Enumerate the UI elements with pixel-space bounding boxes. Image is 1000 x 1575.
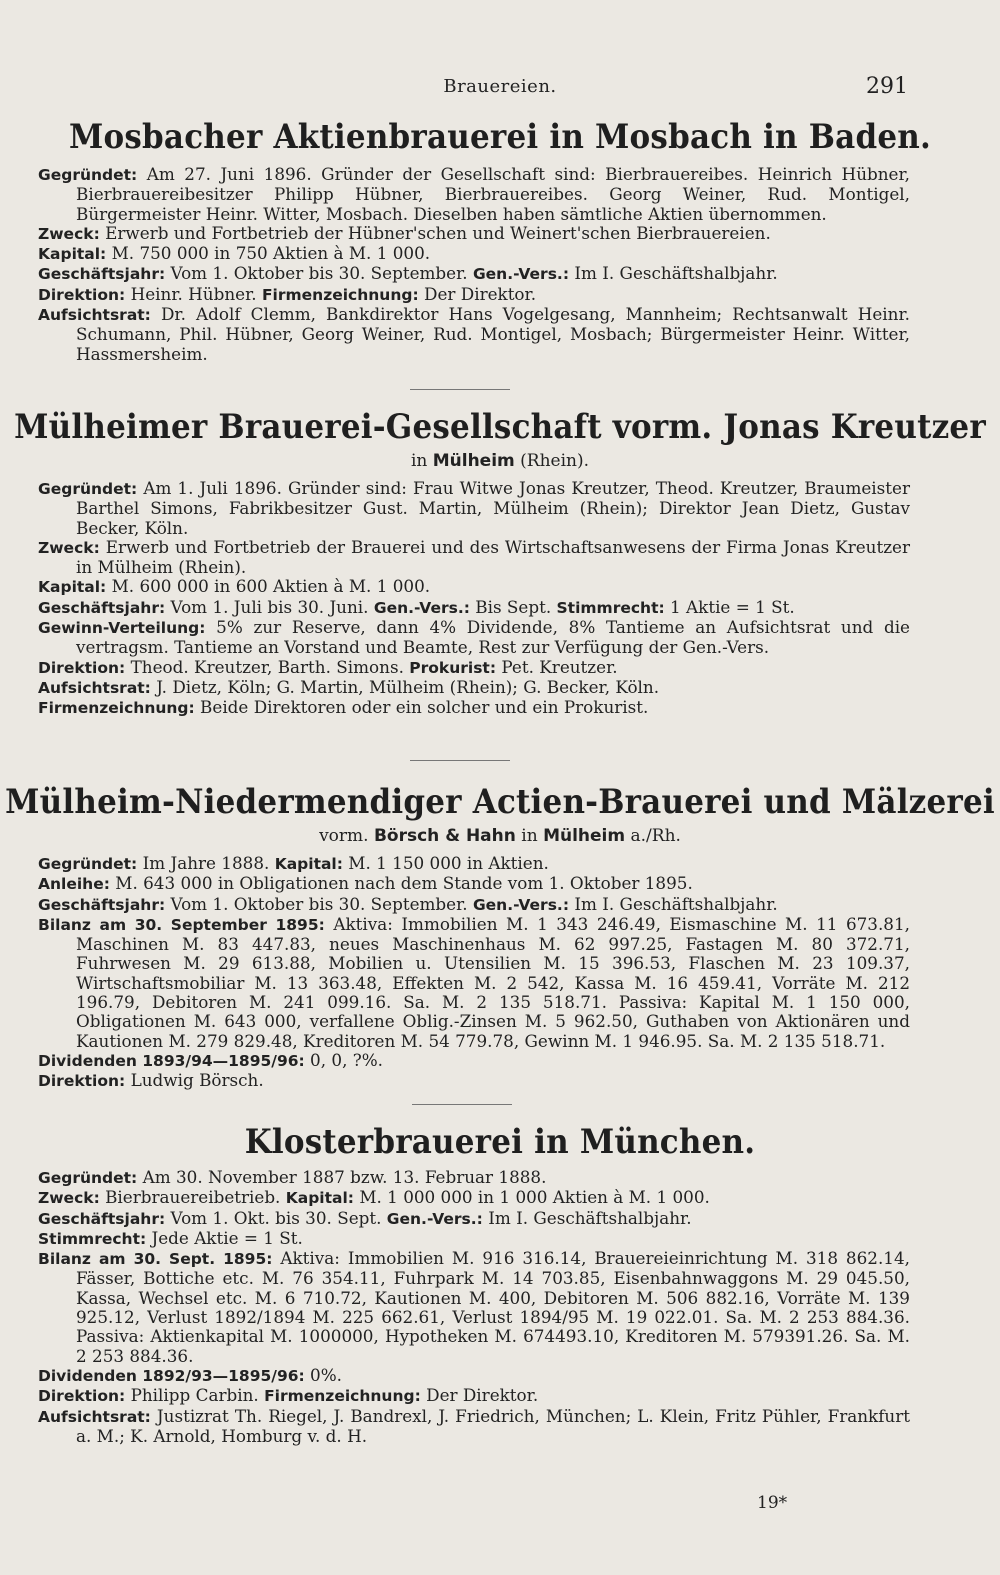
entry: Firmenzeichnung: Beide Direktoren oder ein solcher und ein Prokurist. [38,697,649,718]
section-body [38,165,910,364]
entry: Gegründet: Am 27. Juni 1896. Gründer der Gesellschaft sind: Bierbrauereibes. Heinrich Hübner, Bierbrauereibesitzer Philipp Hübner, Bierbrauereibes. Georg Weiner, Rud. Montigel, Bürgermeister Heinr. Witter, Mosbach. Dieselben haben sämtliche Aktien übernommen. [38,164,910,224]
page-number: 291 [866,74,908,99]
section-body [38,479,910,719]
section-title: Mülheimer Brauerei-Gesellschaft vorm. Jonas Kreutzer [14,407,986,447]
entry: Zweck: Bierbrauereibetrieb. Kapital: M. 1 000 000 in 1 000 Aktien à M. 1 000. [38,1187,710,1208]
entry: Geschäftsjahr: Vom 1. Okt. bis 30. Sept. Gen.-Vers.: Im I. Geschäftshalbjahr. [38,1207,692,1228]
running-title: Brauereien. [443,76,557,97]
entry: Kapital: M. 750 000 in 750 Aktien à M. 1 000. [38,243,431,264]
section-subtitle: vorm. Börsch & Hahn in Mülheim a./Rh. [319,826,681,846]
entry: Gegründet: Im Jahre 1888. Kapital: M. 1 150 000 in Aktien. [38,853,549,873]
entry: Zweck: Erwerb und Fortbetrieb der Brauerei und des Wirtschaftsanwesens der Firma Jonas Kreutzer in Mülheim (Rhein). [38,536,910,578]
entry: Aufsichtsrat: Dr. Adolf Clemm, Bankdirektor Hans Vogelgesang, Mannheim; Rechtsanwalt Heinr. Schumann, Phil. Hübner, Georg Weiner, Rud. Montigel, Mosbach; Bürgermeister Heinr. Witter, Hassmersheim. [38,304,910,364]
entry: Geschäftsjahr: Vom 1. Oktober bis 30. September. Gen.-Vers.: Im I. Geschäftshalbjahr. [38,893,778,914]
section-body [38,1168,910,1446]
signature-mark: 19* [757,1493,788,1513]
entry: Aufsichtsrat: J. Dietz, Köln; G. Martin, Mülheim (Rhein); G. Becker, Köln. [38,676,660,697]
entry: Gegründet: Am 1. Juli 1896. Gründer sind: Frau Witwe Jonas Kreutzer, Theod. Kreutzer, Braumeister Barthel Simons, Fabrikbesitzer Gust. Martin, Mülheim (Rhein); Direktor Jean Dietz, Gustav Becker, Köln. [38,478,910,538]
divider [412,1104,512,1105]
entry: Gewinn-Verteilung: 5% zur Reserve, dann 4% Dividende, 8% Tantieme an Aufsichtsrat und die vertragsm. Tantieme an Vorstand und Beamte, Rest zur Verfügung der Gen.-Vers. [38,617,910,658]
section-title: Mülheim-Niedermendiger Actien-Brauerei und Mälzerei [5,782,995,822]
entry: Gegründet: Am 30. November 1887 bzw. 13. Februar 1888. [38,1167,547,1187]
entry: Kapital: M. 600 000 in 600 Aktien à M. 1 000. [38,576,431,597]
divider [410,760,510,761]
page-header [0,74,1000,104]
section-title: Mosbacher Aktienbrauerei in Mosbach in Baden. [69,117,931,157]
entry: Stimmrecht: Jede Aktie = 1 St. [38,1227,303,1248]
entry: Direktion: Heinr. Hübner. Firmenzeichnung: Der Direktor. [38,283,537,304]
entry: Zweck: Erwerb und Fortbetrieb der Hübner'schen und Weinert'schen Bierbrauereien. [38,222,771,243]
entry: Direktion: Theod. Kreutzer, Barth. Simons. Prokurist: Pet. Kreutzer. [38,656,618,677]
section-subtitle: in Mülheim (Rhein). [410,451,590,471]
entry: Direktion: Ludwig Börsch. [38,1070,264,1091]
entry: Aufsichtsrat: Justizrat Th. Riegel, J. Bandrexl, J. Friedrich, München; L. Klein, Fritz Pühler, Frankfurt a. M.; K. Arnold, Homburg v. d. H. [38,1405,910,1446]
entry: Direktion: Philipp Carbin. Firmenzeichnung: Der Direktor. [38,1385,539,1406]
entry: Geschäftsjahr: Vom 1. Juli bis 30. Juni. Gen.-Vers.: Bis Sept. Stimmrecht: 1 Aktie = 1 St. [38,596,795,617]
divider [410,389,510,390]
entry: Bilanz am 30. September 1895: Aktiva: Immobilien M. 1 343 246.49, Eismaschine M. 11 673.81, Maschinen M. 83 447.83, neues Maschinenhaus M. 62 997.25, Fastagen M. 80 372.71, Fuhrwesen M. 29 613.88, Mobilien u. Utensilien M. 15 396.53, Flaschen M. 23 109.37, Wirtschaftsmobiliar M. 13 363.48, Effekten M. 2 542, Kassa M. 16 459.41, Vorräte M. 212 196.79, Debitoren M. 241 099.16. Sa. M. 2 135 518.71. Passiva: Kapital M. 1 150 000, Obligationen M. 643 000, verfallene Oblig.-Zinsen M. 5 962.50, Guthaben von Aktionären und Kautionen M. 279 829.48, Kreditoren M. 54 779.78, Gewinn M. 1 946.95. Sa. M. 2 135 518.71. [38,913,910,1051]
entry: Bilanz am 30. Sept. 1895: Aktiva: Immobilien M. 916 316.14, Brauereieinrichtung M. 318 862.14, Fässer, Bottiche etc. M. 76 354.11, Fuhrpark M. 14 703.85, Eisenbahnwaggons M. 29 045.50, Kassa, Wechsel etc. M. 6 710.72, Kautionen M. 400, Debitoren M. 506 882.16, Vorräte M. 139 925.12, Verlust 1892/1894 M. 225 662.61, Verlust 1894/95 M. 19 022.01. Sa. M. 2 253 884.36. Passiva: Aktienkapital M. 1000000, Hypotheken M. 674493.10, Kreditoren M. 579391.26. Sa. M. 2 253 884.36. [38,1248,910,1366]
entry: Anleihe: M. 643 000 in Obligationen nach dem Stande vom 1. Oktober 1895. [38,873,693,894]
section-body [38,854,910,1092]
entry: Dividenden 1893/94—1895/96: 0, 0, ?%. [38,1049,384,1070]
section-title: Klosterbrauerei in München. [244,1122,756,1162]
entry: Geschäftsjahr: Vom 1. Oktober bis 30. September. Gen.-Vers.: Im I. Geschäftshalbjahr. [38,263,778,284]
entry: Dividenden 1892/93—1895/96: 0%. [38,1364,343,1385]
